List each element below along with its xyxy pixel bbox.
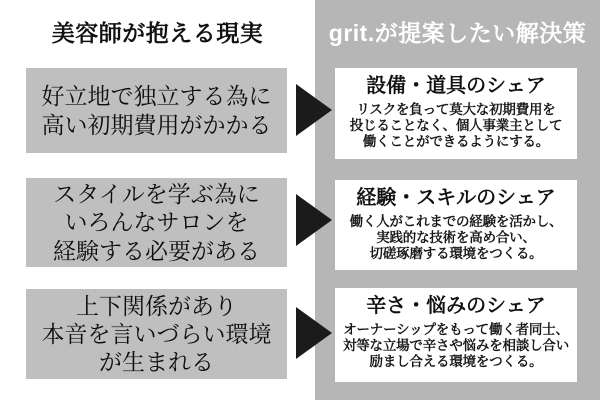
solution-description: リスクを負って莫大な初期費用を 投じることなく、個人事業主として 働くことができるようにする。 xyxy=(349,102,563,149)
solutions-column-header: grit.が提案したい解決策 xyxy=(328,19,587,46)
solution-description: 働く人がこれまでの経験を活かし、 実践的な技術を高め合い、 切磋琢磨する環境をつくる。 xyxy=(349,214,563,261)
right-arrow-icon xyxy=(296,194,332,246)
right-arrow-icon xyxy=(296,84,332,136)
solution-box-skill-share xyxy=(335,180,577,270)
solution-description: オーナーシップをもって働く者同士、 対等な立場で辛さや悩みを相談し合い 励まし合える環境をつくる。 xyxy=(342,322,570,369)
problem-box-initial-cost: 好立地で独立する為に 高い初期費用がかかる xyxy=(26,68,287,153)
right-arrow-icon xyxy=(296,307,332,359)
problems-column-header: 美容師が抱える現実 xyxy=(51,19,264,46)
solution-box-worry-share xyxy=(335,288,577,382)
solution-title: 経験・スキルのシェア xyxy=(356,187,556,209)
problem-box-salon-experience: スタイルを学ぶ為に いろんなサロンを 経験する必要がある xyxy=(26,178,287,267)
solution-title: 設備・道具のシェア xyxy=(366,75,546,97)
solution-box-equipment-share xyxy=(335,68,577,159)
problem-box-hierarchy: 上下関係があり 本音を言いづらい環境 が生まれる xyxy=(26,289,287,379)
solution-title: 辛さ・悩みのシェア xyxy=(366,295,546,317)
